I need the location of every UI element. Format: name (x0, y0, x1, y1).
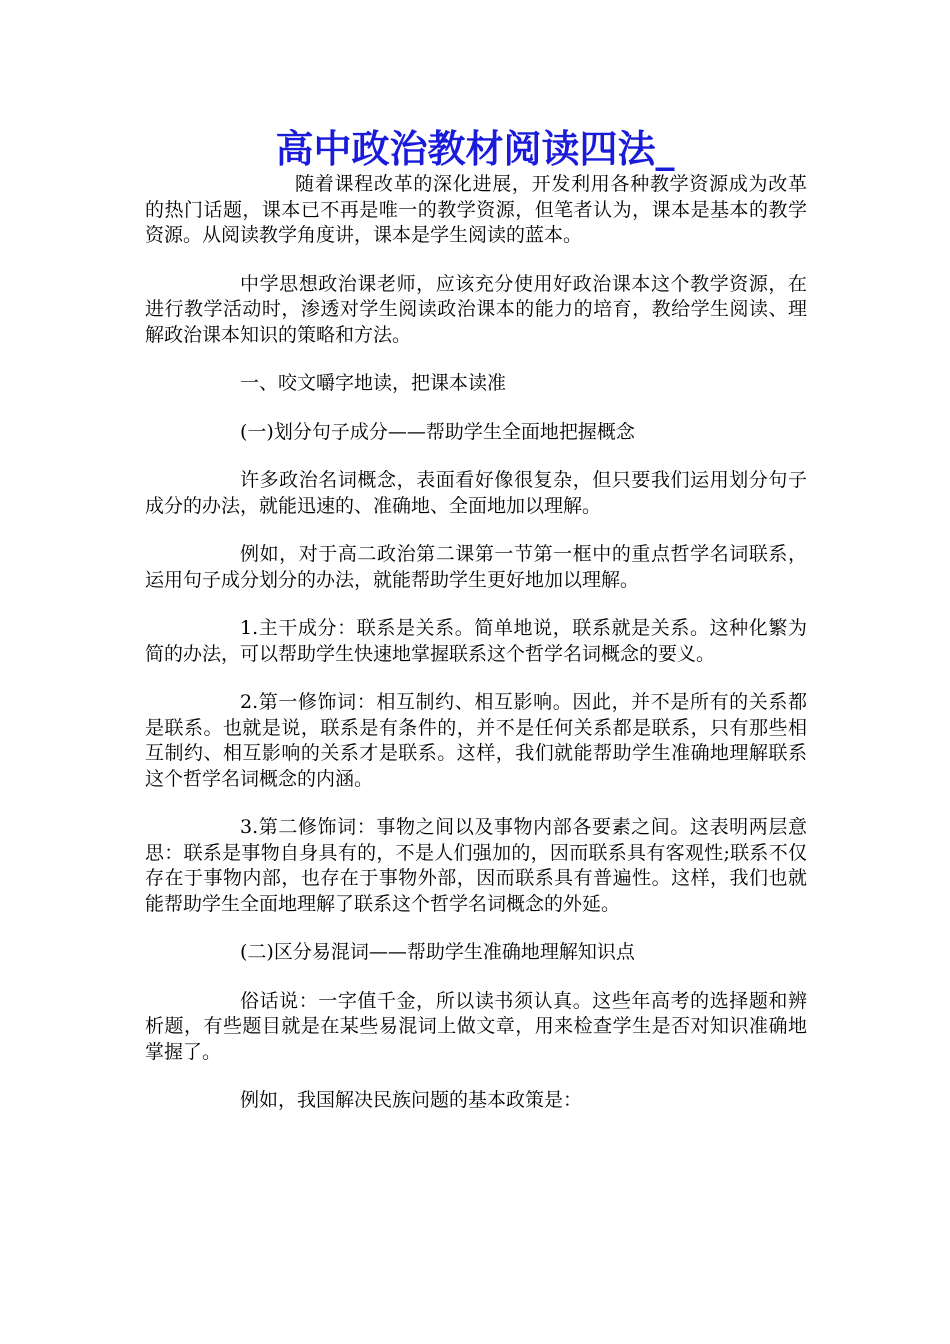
paragraph-intro: 随着课程改革的深化进展，开发利用各种教学资源成为改革的热门话题，课本已不再是唯一的教学资源，但笔者认为，课本是基本的教学资源。从阅读教学角度讲，课本是学生阅读的蓝本。 (145, 173, 807, 246)
section-heading-1: 一、咬文嚼字地读，把课本读准 (240, 372, 507, 394)
paragraph-concepts: 许多政治名词概念，表面看好像很复杂，但只要我们运用划分句子成分的办法，就能迅速的、准确地、全面地加以理解。 (145, 469, 807, 517)
paragraph-teacher: 中学思想政治课老师，应该充分使用好政治课本这个教学资源，在进行教学活动时，渗透对学生阅读政治课本的能力的培育，教给学生阅读、理解政治课本知识的策略和方法。 (145, 272, 807, 346)
subsection-heading-1: (一)划分句子成分——帮助学生全面地把握概念 (240, 420, 635, 443)
paragraph-point-1: 1.主干成分：联系是关系。简单地说，联系就是关系。这种化繁为简的办法，可以帮助学生快速地掌握联系这个哲学名词概念的要义。 (145, 617, 807, 665)
paragraph-example-1: 例如，对于高二政治第二课第一节第一框中的重点哲学名词联系，运用句子成分划分的办法，就能帮助学生更好地加以理解。 (145, 543, 807, 591)
document-title: 高中政治教材阅读四法_ (275, 126, 675, 171)
paragraph-point-3: 3.第二修饰词：事物之间以及事物内部各要素之间。这表明两层意思：联系是事物自身具有的，不是人们强加的，因而联系具有客观性;联系不仅存在于事物内部，也存在于事物外部，因而联系具有普遍性。这样，我们也就能帮助学生全面地理解了联系这个哲学名词概念的外延。 (145, 816, 807, 915)
paragraph-example-2: 例如，我国解决民族问题的基本政策是： (240, 1089, 583, 1111)
paragraph-point-2: 2.第一修饰词：相互制约、相互影响。因此，并不是所有的关系都是联系。也就是说，联系是有条件的，并不是任何关系都是联系，只有那些相互制约、相互影响的关系才是联系。这样，我们就能帮助学生准确地理解联系这个哲学名词概念的内涵。 (145, 691, 807, 790)
document-body (145, 172, 807, 1137)
subsection-heading-2: (二)区分易混词——帮助学生准确地理解知识点 (240, 941, 635, 963)
paragraph-proverb: 俗话说：一字值千金，所以读书须认真。这些年高考的选择题和辨析题，有些题目就是在某些易混词上做文章，用来检查学生是否对知识准确地掌握了。 (145, 989, 807, 1063)
